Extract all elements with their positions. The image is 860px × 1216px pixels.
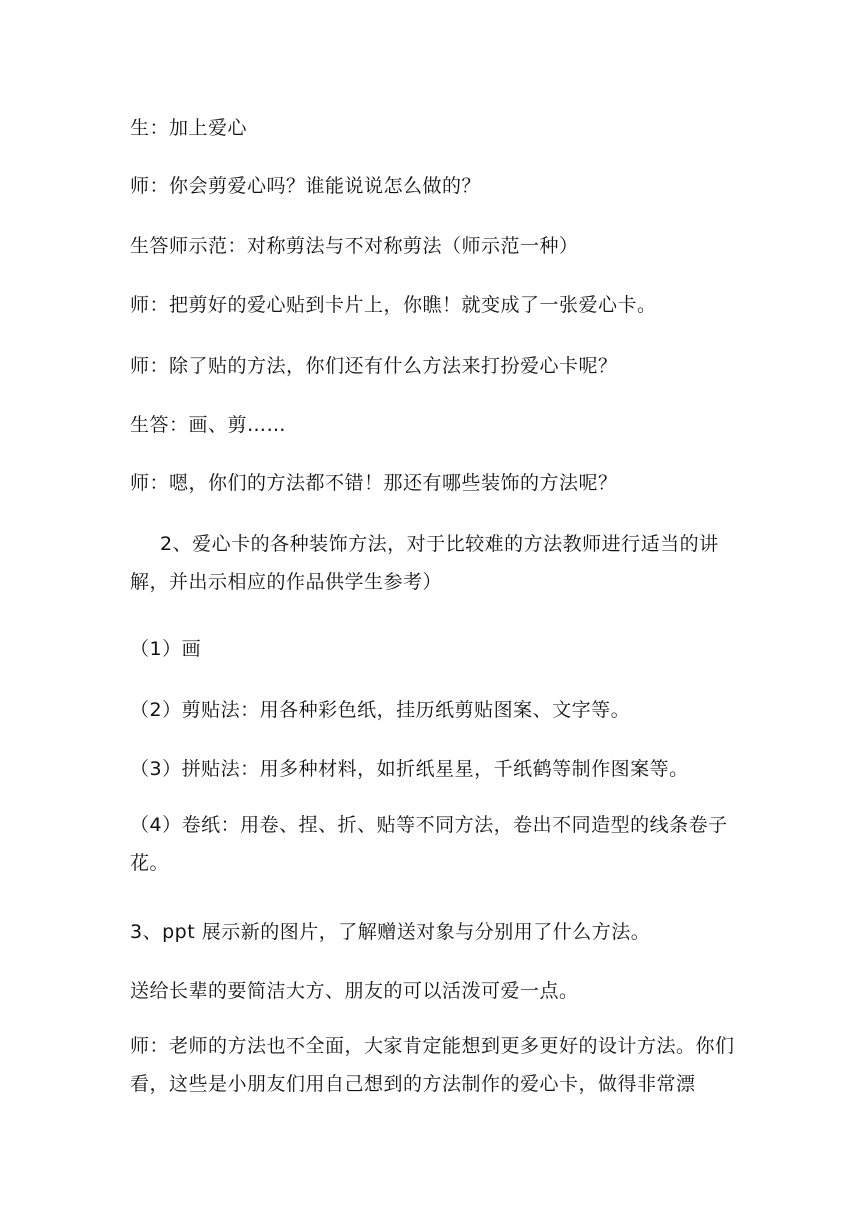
paragraph: 师：嗯，你们的方法都不错！那还有哪些装饰的方法呢？ — [130, 472, 618, 494]
paragraph: 3、ppt 展示新的图片，了解赠送对象与分别用了什么方法。 — [130, 921, 651, 943]
list-item: （3）拼贴法：用多种材料，如折纸星星，千纸鹤等制作图案等。 — [130, 758, 689, 780]
paragraph: 生答：画、剪…… — [130, 414, 287, 436]
paragraph: 师：把剪好的爱心贴到卡片上，你瞧！就变成了一张爱心卡。 — [130, 294, 657, 316]
paragraph: 师：你会剪爱心吗？谁能说说怎么做的？ — [130, 175, 482, 197]
list-item: （4）卷纸：用卷、捏、折、贴等不同方法，卷出不同造型的线条卷子花。 — [130, 814, 728, 874]
paragraph: 生：加上爱心 — [130, 117, 248, 139]
paragraph: 送给长辈的要简洁大方、朋友的可以活泼可爱一点。 — [130, 980, 579, 1002]
paragraph: 2、爱心卡的各种装饰方法，对于比较难的方法教师进行适当的讲解，并出示相应的作品供学生参考） — [130, 533, 719, 593]
list-item: （2）剪贴法：用各种彩色纸，挂历纸剪贴图案、文字等。 — [130, 699, 631, 721]
paragraph: 师：老师的方法也不全面，大家肯定能想到更多更好的设计方法。你们看，这些是小朋友们用自己想到的方法制作的爱心卡，做得非常漂 — [130, 1035, 735, 1095]
list-item: （1）画 — [130, 638, 202, 660]
paragraph: 师：除了贴的方法，你们还有什么方法来打扮爱心卡呢？ — [130, 355, 618, 377]
paragraph: 生答师示范：对称剪法与不对称剪法（师示范一种） — [130, 235, 579, 257]
